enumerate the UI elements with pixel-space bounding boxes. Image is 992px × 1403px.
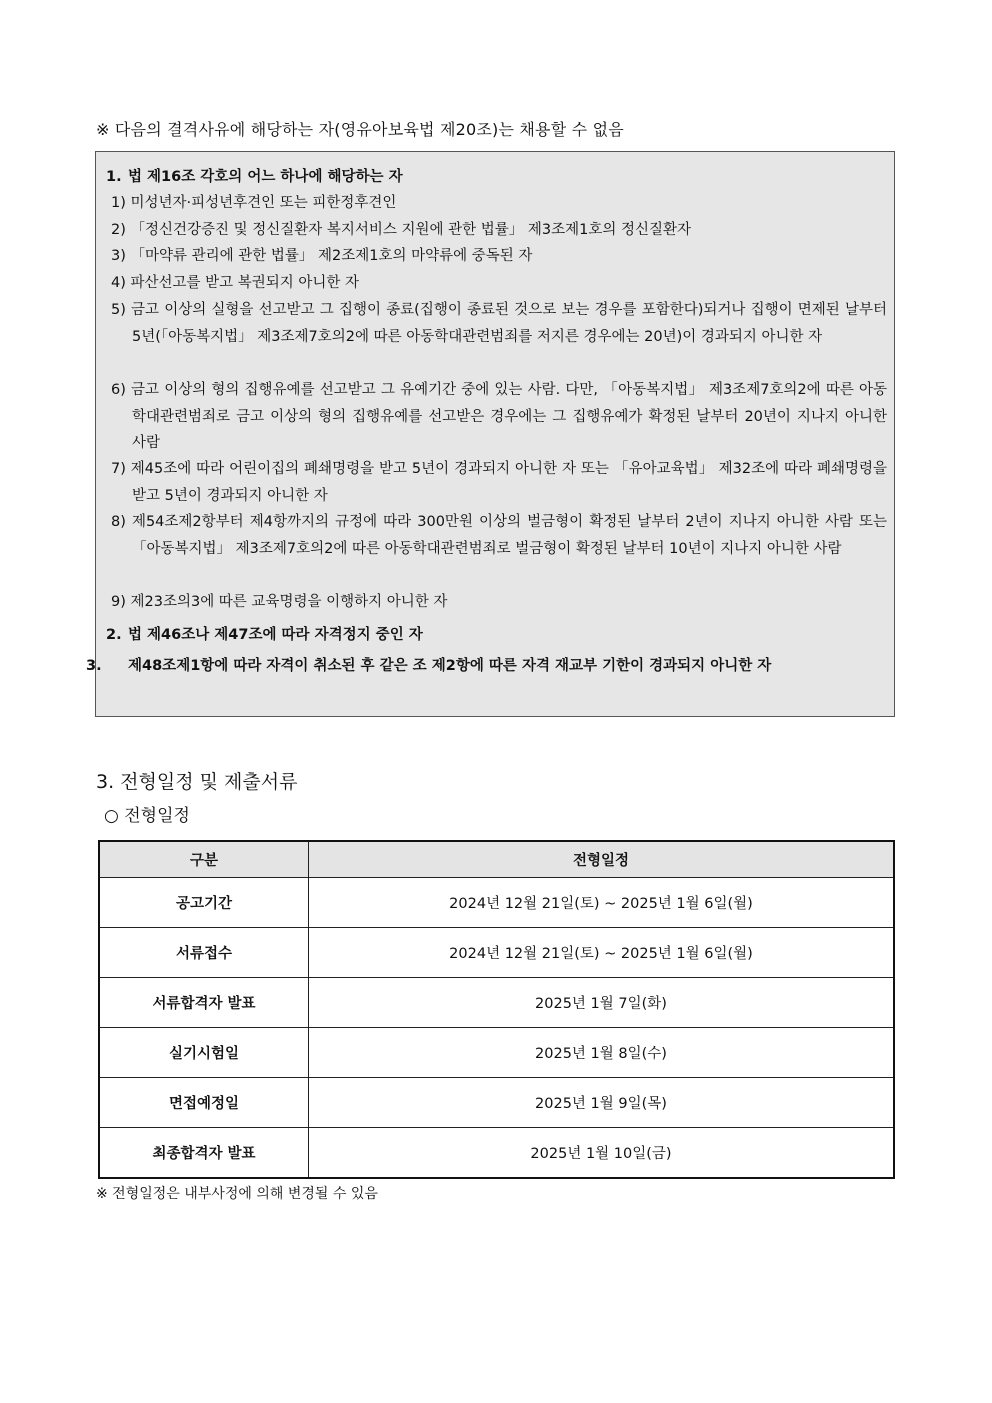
criterion-item-1: 1) 미성년자·피성년후견인 또는 피한정후견인 <box>111 195 397 211</box>
row-value: 2024년 12월 21일(토) ~ 2025년 1월 6일(월) <box>309 878 895 928</box>
criterion-item-8: 8) 제54조제2항부터 제4항까지의 규정에 따라 300만원 이상의 벌금형이 확정된 날부터 2년이 지나지 아니한 사람 또는 「아동복지법」 제3조제7호의2에 따른 아동학대관련범죄로 벌금형이 확정된 날부터 10년이 지나지 아니한 사람 <box>111 514 887 557</box>
table-row <box>99 1128 894 1179</box>
row-label: 실기시험일 <box>99 1028 309 1078</box>
disqualification-box <box>86 151 895 717</box>
criterion-item-6: 6) 금고 이상의 형의 집행유예를 선고받고 그 유예기간 중에 있는 사람. 다만, 「아동복지법」 제3조제7호의2에 따른 아동학대관련범죄로 금고 이상의 형의 집행유예를 선고받은 경우에는 그 집행유예가 확정된 날부터 20년이 지나지 아니한 사람 <box>111 382 887 451</box>
table-header-row <box>99 841 894 878</box>
schedule-change-note: ※ 전형일정은 내부사정에 의해 변경될 수 있음 <box>96 1186 378 1202</box>
row-value: 2025년 1월 10일(금) <box>309 1128 895 1179</box>
criterion-item-3: 3) 「마약류 관리에 관한 법률」 제2조제1호의 마약류에 중독된 자 <box>111 248 533 264</box>
row-label: 면접예정일 <box>99 1078 309 1128</box>
table-row <box>99 978 894 1028</box>
row-value: 2024년 12월 21일(토) ~ 2025년 1월 6일(월) <box>309 928 895 978</box>
table-row <box>99 1028 894 1078</box>
criterion-item-5: 5) 금고 이상의 실형을 선고받고 그 집행이 종료(집행이 종료된 것으로 보는 경우를 포함한다)되거나 집행이 면제된 날부터 5년(「아동복지법」 제3조제7호의2에 따른 아동학대관련범죄를 저지른 경우에는 20년)이 경과되지 아니한 자 <box>111 302 887 345</box>
row-value: 2025년 1월 9일(목) <box>309 1078 895 1128</box>
criterion-item-4: 4) 파산선고를 받고 복권되지 아니한 자 <box>111 275 360 291</box>
criterion-item-2: 2) 「정신건강증진 및 정신질환자 복지서비스 지원에 관한 법률」 제3조제1호의 정신질환자 <box>111 222 692 238</box>
sub-title: ○ 전형일정 <box>104 806 190 826</box>
row-label: 공고기간 <box>99 878 309 928</box>
criterion-1-heading: 1. 법 제16조 각호의 어느 하나에 해당하는 자 <box>106 169 403 185</box>
criterion-3-heading: 3. 제48조제1항에 따라 자격이 취소된 후 같은 조 제2항에 따른 자격 재교부 기한이 경과되지 아니한 자 <box>86 658 772 674</box>
section-title: 3. 전형일정 및 제출서류 <box>96 771 298 793</box>
criterion-item-7: 7) 제45조에 따라 어린이집의 폐쇄명령을 받고 5년이 경과되지 아니한 자 또는 「유아교육법」 제32조에 따라 폐쇄명령을 받고 5년이 경과되지 아니한 자 <box>111 461 887 504</box>
criterion-2-heading: 2. 법 제46조나 제47조에 따라 자격정지 중인 자 <box>106 627 423 643</box>
schedule-table <box>98 840 895 1179</box>
row-label: 서류접수 <box>99 928 309 978</box>
table-row <box>99 878 894 928</box>
row-value: 2025년 1월 7일(화) <box>309 978 895 1028</box>
header-schedule: 전형일정 <box>309 841 895 878</box>
disqualification-note: ※ 다음의 결격사유에 해당하는 자(영유아보육법 제20조)는 채용할 수 없음 <box>96 120 624 139</box>
header-category: 구분 <box>99 841 309 878</box>
row-label: 서류합격자 발표 <box>99 978 309 1028</box>
row-label: 최종합격자 발표 <box>99 1128 309 1179</box>
row-value: 2025년 1월 8일(수) <box>309 1028 895 1078</box>
criterion-item-9: 9) 제23조의3에 따른 교육명령을 이행하지 아니한 자 <box>111 594 448 610</box>
table-row <box>99 1078 894 1128</box>
table-row <box>99 928 894 978</box>
